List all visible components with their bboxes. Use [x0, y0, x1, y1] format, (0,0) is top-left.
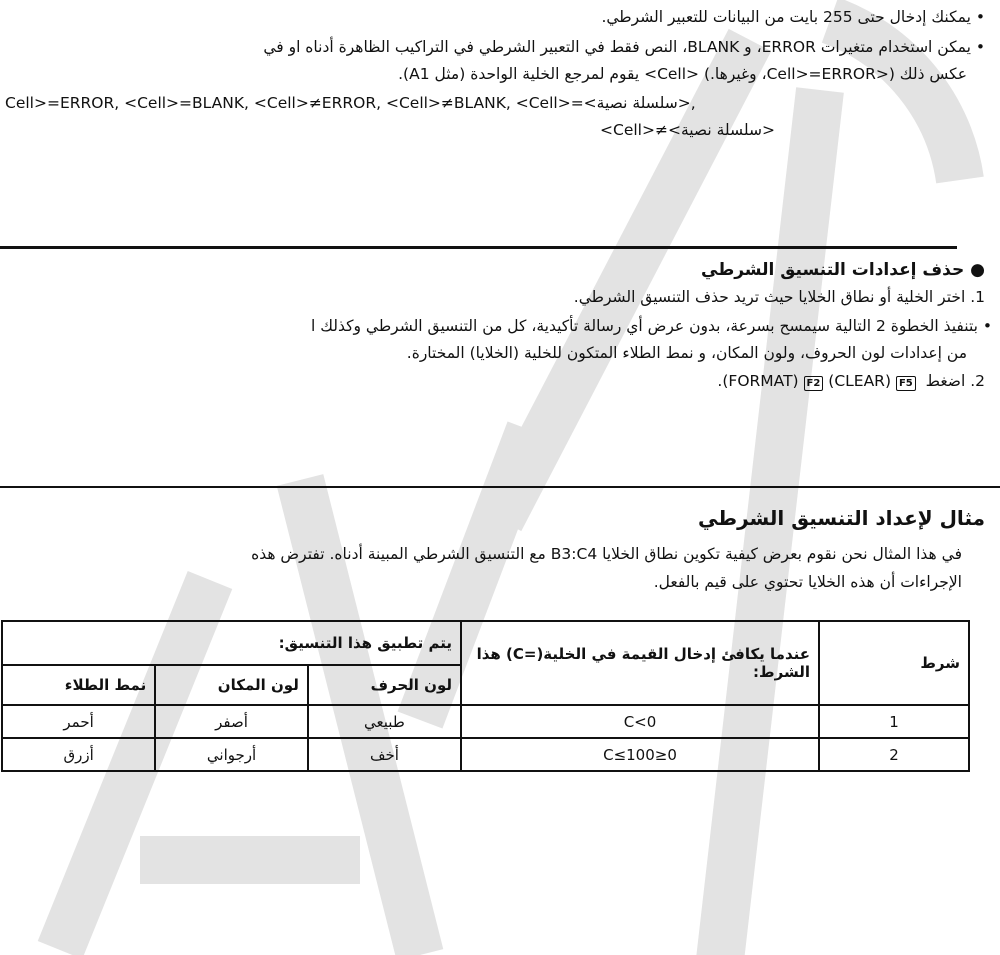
cell-font-color: طبيعي	[308, 705, 461, 738]
example-paragraph-line1: في هذا المثال نحن نقوم بعرض كيفية تكوين نطاق الخلايا B3:C4 مع التنسيق الشرطي المبينة أدناه. تفترض هذه	[251, 545, 962, 563]
f5-key[interactable]: F5	[896, 376, 916, 391]
header-when: عندما يكافئ إدخال القيمة في الخلية(=C) هذا الشرط:	[461, 621, 819, 705]
step-note-line2: من إعدادات لون الحروف، ولون المكان، و نمط الطلاء المتكون للخلية (الخلايا) المختارة.	[406, 344, 967, 362]
step-1: 1. اختر الخلية أو نطاق الخلايا حيث تريد حذف التنسيق الشرطي.	[573, 288, 985, 306]
example-paragraph-line2: الإجراءات أن هذه الخلايا تحتوي على قيم بالفعل.	[653, 573, 962, 591]
cell-expr: C<0	[461, 705, 819, 738]
cell-num: 1	[819, 705, 969, 738]
step-note-line1: • بتنفيذ الخطوة 2 التالية سيمسح بسرعة، بدون عرض أي رسالة تأكيدية، كل من التنسيق الشرطي وكذلك ا	[310, 317, 992, 335]
table-row	[2, 738, 969, 771]
syntax-line1: Cell>=ERROR, <Cell>=BLANK, <Cell>≠ERROR, <Cell>≠BLANK, <Cell>=<سلسلة نصية>,	[5, 94, 696, 112]
cell-expr: 0≤C≤100	[461, 738, 819, 771]
cell-paint-style: أحمر	[2, 705, 155, 738]
cell-font-color: أخف	[308, 738, 461, 771]
section-divider	[0, 486, 1000, 488]
note-variables-line1: • يمكن استخدام متغيرات ERROR، و BLANK، النص فقط في التعبير الشرطي في التراكيب الظاهرة أدناه او في	[263, 38, 985, 56]
section-title-delete: ● حذف إعدادات التنسيق الشرطي	[701, 260, 985, 280]
note-byte-limit: • يمكنك إدخال حتى 255 بايت من البيانات للتعبير الشرطي.	[601, 8, 985, 26]
cell-paint-style: أزرق	[2, 738, 155, 771]
section-title-example: مثال لإعداد التنسيق الشرطي	[698, 506, 985, 530]
cell-area-color: أصفر	[155, 705, 308, 738]
cell-num: 2	[819, 738, 969, 771]
step-2	[717, 372, 985, 391]
header-paint-style: نمط الطلاء	[2, 665, 155, 705]
format-label: (FORMAT)	[722, 372, 799, 390]
step-2-text: 2. اضغط	[925, 372, 985, 390]
header-font-color: لون الحرف	[308, 665, 461, 705]
note-variables-line2: عكس ذلك (<Cell>=ERROR، وغيرها.) <Cell> يقوم لمرجع الخلية الواحدة (مثل A1).	[398, 65, 967, 83]
conditional-format-table	[1, 620, 970, 772]
header-apply: يتم تطبيق هذا التنسيق:	[2, 621, 461, 665]
header-area-color: لون المكان	[155, 665, 308, 705]
clear-label: (CLEAR)	[828, 372, 891, 390]
table-row	[2, 705, 969, 738]
period: .	[717, 372, 723, 390]
f2-key[interactable]: F2	[804, 376, 824, 391]
cell-area-color: أرجواني	[155, 738, 308, 771]
header-condition: شرط	[819, 621, 969, 705]
section-divider	[0, 246, 957, 249]
syntax-line2: <Cell>≠<سلسلة نصية>	[600, 121, 775, 139]
